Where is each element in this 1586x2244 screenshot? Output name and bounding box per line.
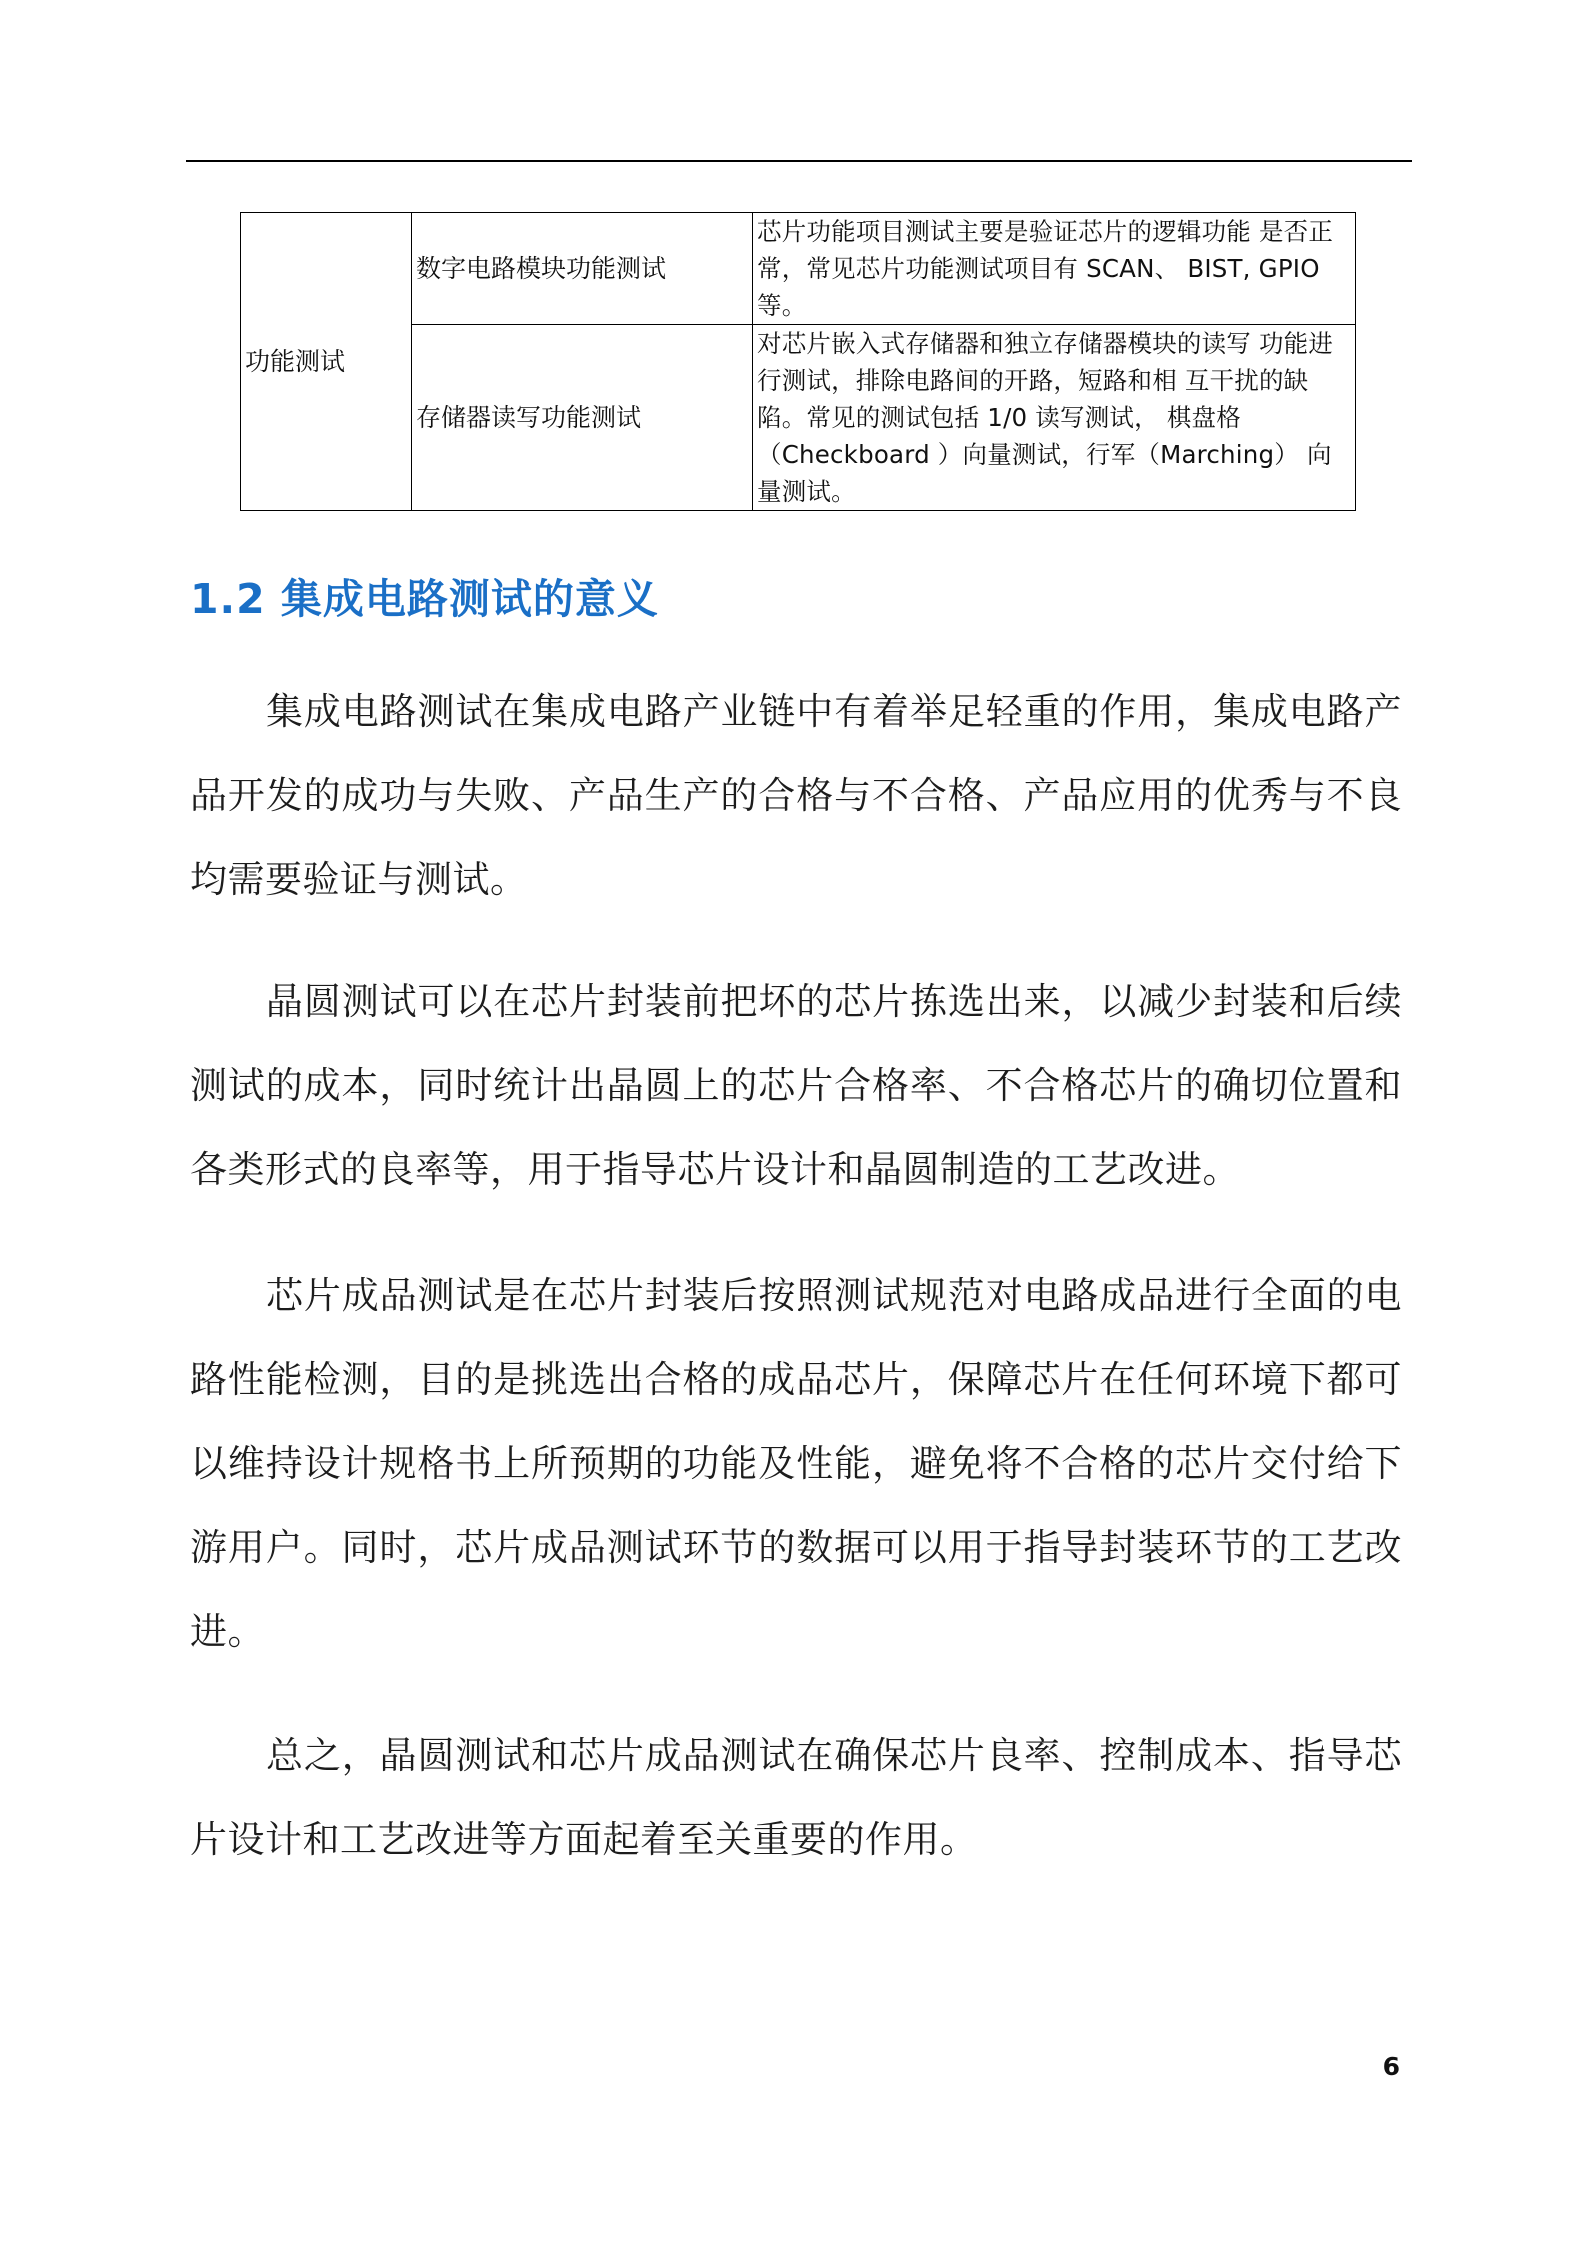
item-cell: 存储器读写功能测试 (412, 325, 753, 511)
description-cell: 芯片功能项目测试主要是验证芯片的逻辑功能 是否正常，常见芯片功能测试项目有 SCAN、 BIST, GPIO 等。 (753, 213, 1356, 325)
paragraph: 集成电路测试在集成电路产业链中有着举足轻重的作用，集成电路产品开发的成功与失败、产品生产的合格与不合格、产品应用的优秀与不良均需要验证与测试。 (190, 690, 1402, 901)
function-test-table (240, 212, 1356, 511)
header-rule (186, 160, 1412, 162)
paragraph: 晶圆测试可以在芯片封装前把坏的芯片拣选出来，以减少封装和后续测试的成本，同时统计出晶圆上的芯片合格率、不合格芯片的确切位置和各类形式的良率等，用于指导芯片设计和晶圆制造的工艺改进。 (190, 980, 1402, 1191)
paragraph: 总之，晶圆测试和芯片成品测试在确保芯片良率、控制成本、指导芯片设计和工艺改进等方面起着至关重要的作用。 (190, 1734, 1402, 1861)
item-cell: 数字电路模块功能测试 (412, 213, 753, 325)
category-cell: 功能测试 (241, 213, 412, 511)
page-number: 6 (1382, 2052, 1400, 2081)
paragraph: 芯片成品测试是在芯片封装后按照测试规范对电路成品进行全面的电路性能检测，目的是挑选出合格的成品芯片，保障芯片在任何环境下都可以维持设计规格书上所预期的功能及性能，避免将不合格的芯片交付给下游用户。同时，芯片成品测试环节的数据可以用于指导封装环节的工艺改进。 (190, 1274, 1402, 1653)
table-row (241, 213, 1356, 325)
description-cell: 对芯片嵌入式存储器和独立存储器模块的读写 功能进行测试，排除电路间的开路，短路和相 互干扰的缺陷。常见的测试包括 1/0 读写测试， 棋盘格（Checkboard ）向量测试，行军（Marching） 向量测试。 (753, 325, 1356, 511)
section-heading: 1.2 集成电路测试的意义 (190, 575, 659, 623)
